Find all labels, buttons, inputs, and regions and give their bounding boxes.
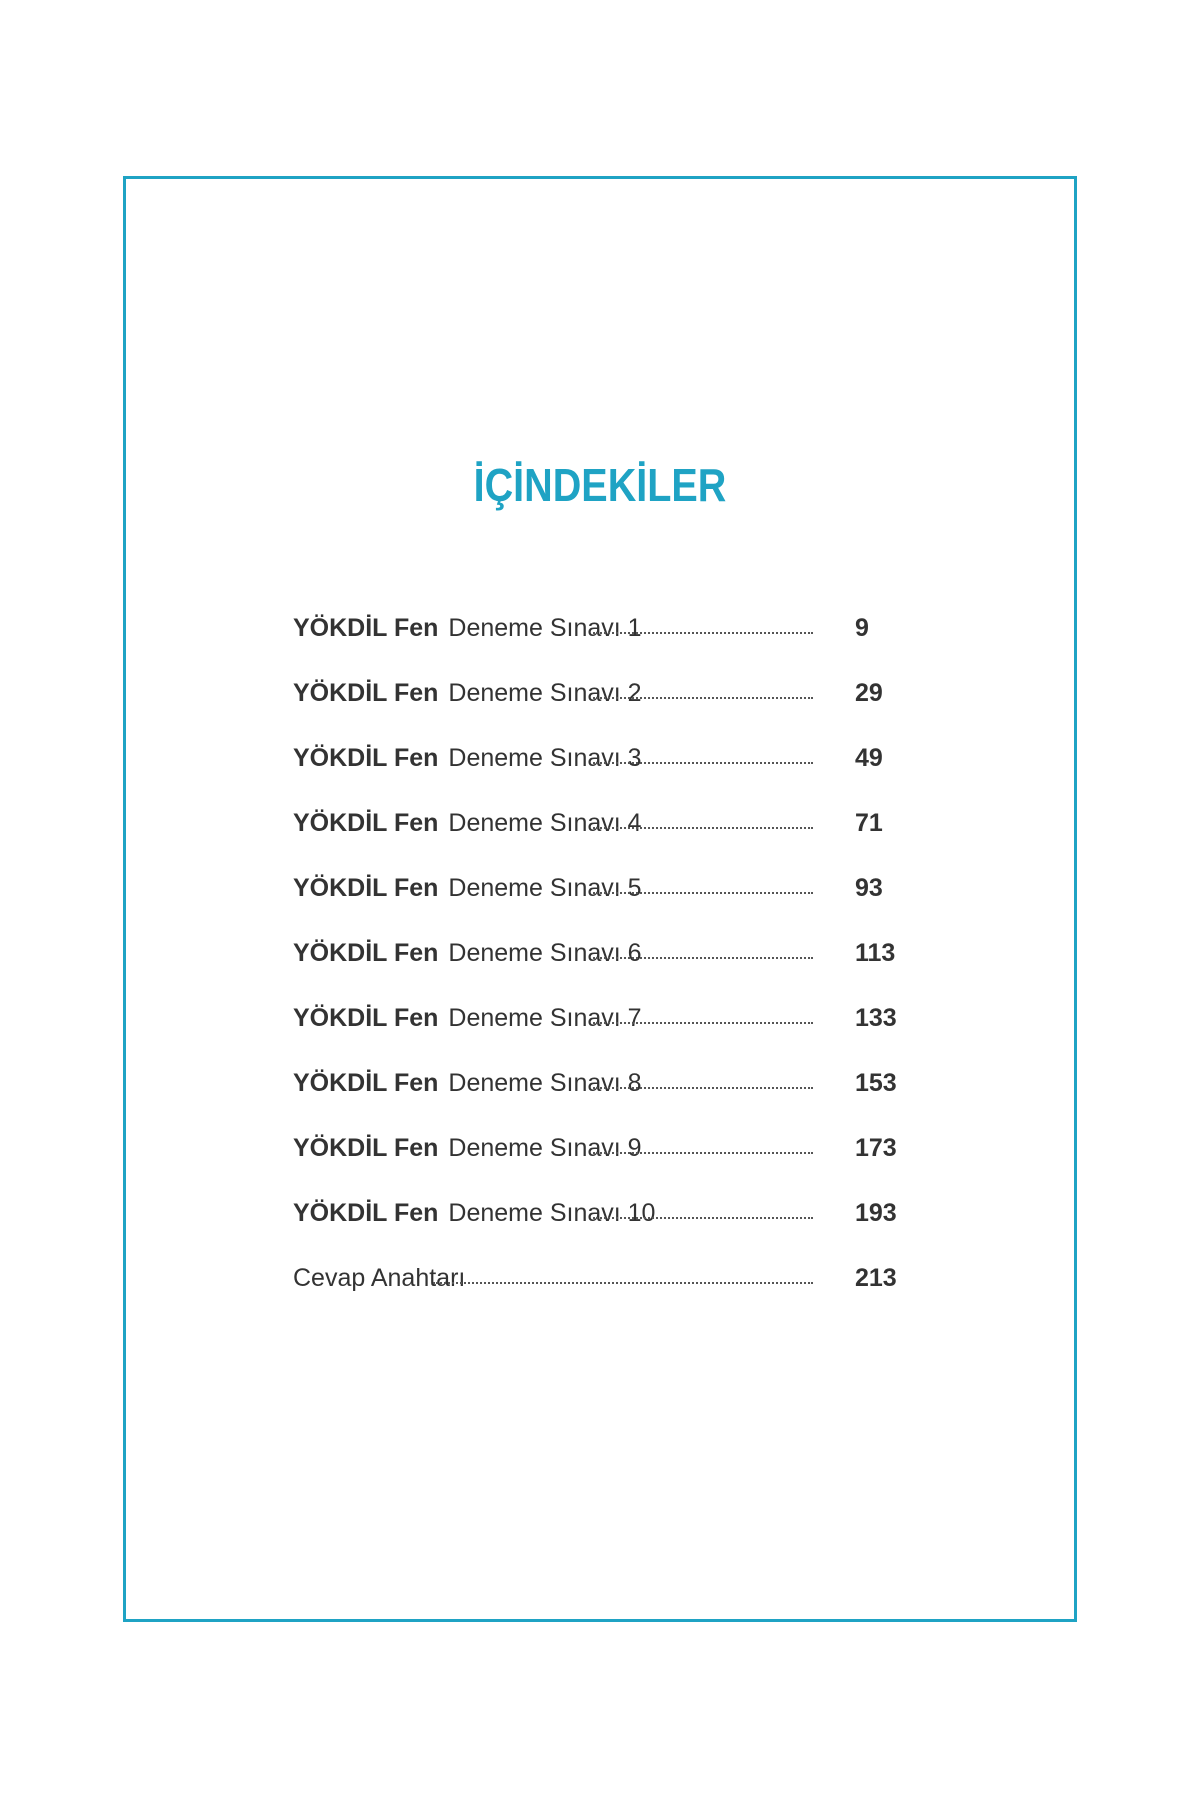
toc-entry-title: Deneme Sınavı 9 (448, 1134, 642, 1162)
toc-entry-page: 173 (855, 1134, 897, 1162)
toc-entry-title: Deneme Sınavı 1 (448, 614, 642, 642)
toc-entry-brand: YÖKDİL Fen (293, 744, 439, 772)
toc-entry-page: 29 (855, 679, 883, 707)
toc-entry-8 (293, 1033, 903, 1098)
toc-entry-title: Deneme Sınavı 10 (448, 1199, 656, 1227)
toc-entry-title: Deneme Sınavı 2 (448, 679, 642, 707)
toc-entry-title: Cevap Anahtarı (293, 1264, 466, 1292)
toc-entry-brand: YÖKDİL Fen (293, 939, 439, 967)
toc-entry-brand: YÖKDİL Fen (293, 614, 439, 642)
toc-entry-6 (293, 903, 903, 968)
toc-entry-1 (293, 578, 903, 643)
toc-entry-10 (293, 1163, 903, 1228)
dot-leader (593, 1152, 813, 1154)
toc-entry-page: 213 (855, 1264, 897, 1292)
toc-entry-title: Deneme Sınavı 8 (448, 1069, 642, 1097)
toc-entry-title: Deneme Sınavı 4 (448, 809, 642, 837)
dot-leader (593, 957, 813, 959)
dot-leader (593, 697, 813, 699)
dot-leader (593, 1022, 813, 1024)
toc-entry-brand: YÖKDİL Fen (293, 874, 439, 902)
dot-leader (593, 762, 813, 764)
toc-entry-page: 71 (855, 809, 883, 837)
toc-entry-2 (293, 643, 903, 708)
toc-entry-page: 193 (855, 1199, 897, 1227)
toc-entry-brand: YÖKDİL Fen (293, 809, 439, 837)
toc-entry-page: 133 (855, 1004, 897, 1032)
toc-entry-4 (293, 773, 903, 838)
toc-entry-7 (293, 968, 903, 1033)
toc-entry-brand: YÖKDİL Fen (293, 1134, 439, 1162)
toc-entry-3 (293, 708, 903, 773)
toc-entry-brand: YÖKDİL Fen (293, 679, 439, 707)
toc-entry-title: Deneme Sınavı 7 (448, 1004, 642, 1032)
toc-entry-title: Deneme Sınavı 3 (448, 744, 642, 772)
toc-entry-brand: YÖKDİL Fen (293, 1069, 439, 1097)
dot-leader (593, 1087, 813, 1089)
table-of-contents (293, 578, 903, 1293)
toc-entry-brand: YÖKDİL Fen (293, 1004, 439, 1032)
toc-entry-page: 93 (855, 874, 883, 902)
toc-entry-page: 113 (855, 939, 896, 967)
toc-entry-brand: YÖKDİL Fen (293, 1199, 439, 1227)
toc-entry-answer-key (293, 1228, 903, 1293)
toc-entry-page: 49 (855, 744, 883, 772)
toc-entry-page: 153 (855, 1069, 897, 1097)
dot-leader (593, 827, 813, 829)
toc-entry-5 (293, 838, 903, 903)
dot-leader (433, 1282, 813, 1284)
toc-entry-title: Deneme Sınavı 5 (448, 874, 642, 902)
dot-leader (593, 1217, 813, 1219)
dot-leader (593, 632, 813, 634)
dot-leader (593, 892, 813, 894)
toc-entry-9 (293, 1098, 903, 1163)
page-title: İÇİNDEKİLER (473, 459, 727, 511)
toc-entry-page: 9 (855, 614, 869, 642)
toc-entry-title: Deneme Sınavı 6 (448, 939, 642, 967)
